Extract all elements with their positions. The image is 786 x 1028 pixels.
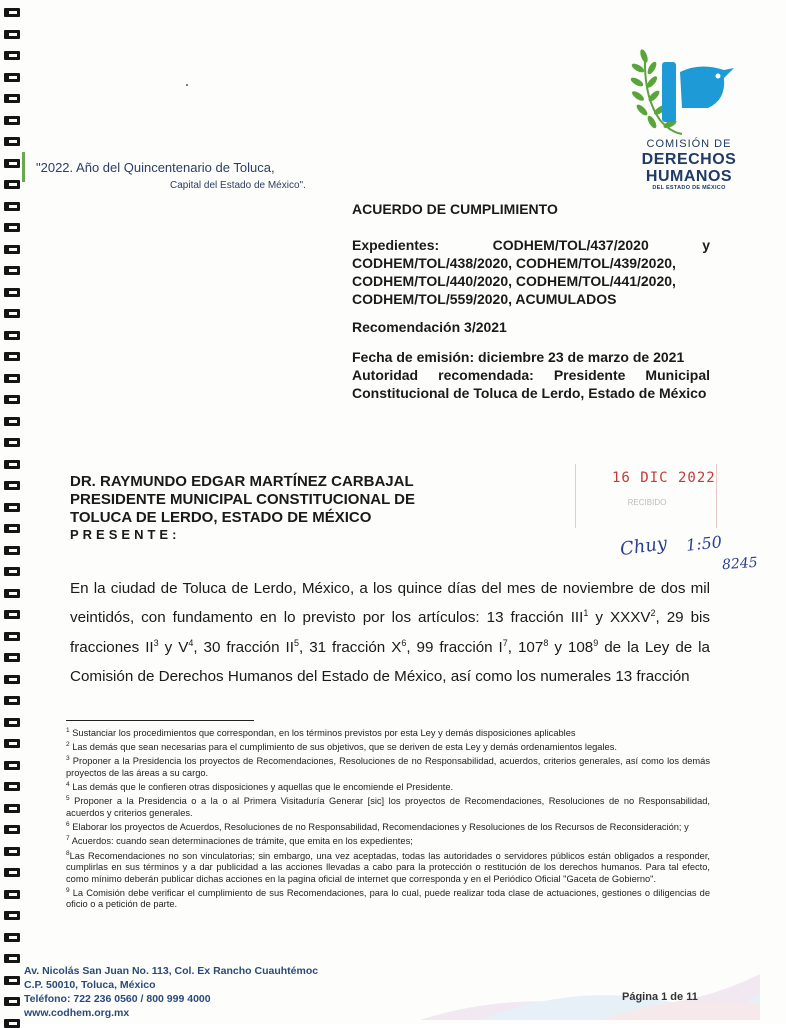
spiral-binding: [0, 0, 24, 1024]
presente-label: PRESENTE:: [70, 527, 181, 542]
spiral-ring: [4, 266, 20, 275]
footnote-text: Las demás que le confieren otras disposiciones y aquellas que le encomiende el Presidente.: [72, 782, 454, 793]
footnote: [66, 822, 710, 834]
footnote-text: Las Recomendaciones no son vinculatorias; sin embargo, una vez aceptadas, todas las autoridades o servidores públicos están obligados a responder, cumplirlas en sus términos y a dar publicidad a las acciones llevadas a cabo para la protección o restitución de los derechos humanos. Para tal efecto, como mínimo deberán publicar dichas acciones en la pagina oficial de internet que corresponda y en el Periódico Oficial "Gaceta de Gobierno".: [66, 850, 710, 884]
stamp-date: 16 DIC 2022: [612, 470, 716, 486]
spiral-ring: [4, 1019, 20, 1028]
spiral-ring: [4, 761, 20, 770]
fecha-emision: Fecha de emisión: diciembre 23 de marzo de 2021: [352, 349, 685, 365]
footnote-text: Elaborar los proyectos de Acuerdos, Resoluciones de no Responsabilidad, Recomendaciones y Resoluciones de los Recursos de Reconsideración; y: [72, 822, 689, 833]
logo-line-4: DEL ESTADO DE MÉXICO: [652, 185, 726, 191]
footnote-number: 7: [66, 835, 70, 843]
handwritten-number: 8245: [721, 554, 759, 574]
speck: [186, 84, 188, 86]
addressee-title: PRESIDENTE MUNICIPAL CONSTITUCIONAL DE: [70, 491, 416, 508]
body-text-10: de la Ley de la Comisión de Derechos Humanos del Estado de México, así como los numerales 13 fracción: [70, 638, 710, 686]
spiral-ring: [4, 911, 20, 920]
footnote-ref-2: 2: [650, 608, 656, 619]
spiral-ring: [4, 890, 20, 899]
spiral-ring: [4, 202, 20, 211]
body-text-9: y 108: [548, 638, 594, 656]
footnotes: [66, 728, 710, 914]
footnote: [66, 836, 710, 848]
spiral-ring: [4, 675, 20, 684]
body-text-7: , 99 fracción I: [406, 638, 503, 656]
spiral-ring: [4, 524, 20, 533]
spiral-ring: [4, 567, 20, 576]
footer-phone: Teléfono: 722 236 0560 / 800 999 4000: [24, 993, 211, 1005]
spiral-ring: [4, 546, 20, 555]
footnote-ref-3: 3: [153, 637, 159, 648]
page-number: Página 1 de 11: [622, 991, 698, 1003]
footnote-ref-8: 8: [543, 637, 549, 648]
footnote-number: 8: [66, 849, 70, 857]
addressee-location: TOLUCA DE LERDO, ESTADO DE MÉXICO: [70, 509, 372, 526]
autoridad-recomendada: Autoridad recomendada: Presidente Municipal Constitucional de Toluca de Lerdo, Estado de México: [352, 367, 710, 401]
spiral-ring: [4, 309, 20, 318]
spiral-ring: [4, 632, 20, 641]
spiral-ring: [4, 868, 20, 877]
body-text-5: , 30 fracción II: [193, 638, 294, 656]
body-text-4: y V: [158, 638, 189, 656]
spiral-ring: [4, 804, 20, 813]
spiral-ring: [4, 696, 20, 705]
footnote-text: Las demás que sean necesarias para el cumplimiento de sus objetivos, que se deriven de esta Ley y demás ordenamientos legales.: [72, 742, 617, 753]
body-text-3: , 29 bis fracciones II: [70, 609, 710, 656]
spiral-ring: [4, 331, 20, 340]
spiral-ring: [4, 137, 20, 146]
handwritten-time: 1:50: [685, 532, 723, 555]
footnote-ref-5: 5: [293, 637, 299, 648]
footnote-number: 6: [66, 821, 70, 829]
spiral-ring: [4, 718, 20, 727]
footnote-number: 2: [66, 741, 70, 749]
expedientes-line-1: Expedientes: CODHEM/TOL/437/2020 y: [352, 237, 710, 253]
footnote-text: La Comisión debe verificar el cumplimiento de sus Recomendaciones, para lo cual, puede realizar toda clase de actuaciones, gestiones o diligencias de oficio o a petición de parte.: [66, 887, 710, 910]
expedientes-line-3: CODHEM/TOL/440/2020, CODHEM/TOL/441/2020,: [352, 273, 676, 289]
spiral-ring: [4, 374, 20, 383]
body-text-2: y XXXV: [588, 609, 651, 627]
footnote: [66, 756, 710, 779]
spiral-ring: [4, 180, 20, 189]
footnote-ref-9: 9: [593, 637, 599, 648]
footer-decoration: [420, 964, 760, 1020]
spiral-ring: [4, 116, 20, 125]
footnote-text: Sustanciar los procedimientos que correspondan, en los términos previstos por esta Ley y demás disposiciones aplicables: [72, 728, 576, 738]
footnote-ref-1: 1: [583, 608, 589, 619]
spiral-ring: [4, 954, 20, 963]
spiral-ring: [4, 223, 20, 232]
spiral-ring: [4, 997, 20, 1006]
stamp-received-text: RECIBIDO: [627, 498, 667, 507]
spiral-ring: [4, 610, 20, 619]
footnote: [66, 742, 710, 754]
body-paragraph: [70, 574, 710, 692]
spiral-ring: [4, 417, 20, 426]
spiral-ring: [4, 352, 20, 361]
footnote: [66, 851, 710, 886]
footnote-number: 5: [66, 795, 70, 803]
spiral-ring: [4, 73, 20, 82]
motto-accent-bar: [22, 152, 25, 182]
spiral-ring: [4, 589, 20, 598]
spiral-ring: [4, 288, 20, 297]
spiral-ring: [4, 460, 20, 469]
document-title: ACUERDO DE CUMPLIMIENTO: [352, 201, 558, 217]
addressee-block: [70, 473, 415, 527]
footer-address-2: C.P. 50010, Toluca, México: [24, 979, 156, 991]
body-text-1: En la ciudad de Toluca de Lerdo, México, a los quince días del mes de noviembre de dos mil veintidós, con fundamento en lo previsto por los artículos: 13 fracción III: [70, 580, 710, 627]
footnote-text: Proponer a la Presidencia los proyectos de Recomendaciones, Resoluciones de no Responsabilidad, acuerdos, criterios generales, así como los demás proyectos de las áreas a su cargo.: [66, 756, 710, 778]
logo-text: [634, 138, 744, 191]
spiral-ring: [4, 825, 20, 834]
footnote-text: Proponer a la Presidencia o a la o al Primera Visitaduría Generar [sic] los proyectos de Recomendaciones, Resoluciones de no Responsabilidad, acuerdos y criterios generales.: [66, 796, 710, 818]
header-motto: "2022. Año del Quincentenario de Toluca,: [36, 160, 275, 175]
spiral-ring: [4, 739, 20, 748]
logo-line-2: DERECHOS: [641, 151, 737, 168]
footer-website[interactable]: www.codhem.org.mx: [24, 1007, 130, 1019]
spiral-ring: [4, 481, 20, 490]
spiral-ring: [4, 933, 20, 942]
expedientes-line-4: CODHEM/TOL/559/2020, ACUMULADOS: [352, 291, 617, 307]
footnote-text: Acuerdos: cuando sean determinaciones de trámite, que emita en los expedientes;: [71, 836, 413, 847]
footnote-divider: [66, 720, 254, 721]
spiral-ring: [4, 847, 20, 856]
handwritten-initials: Chuy: [618, 532, 669, 561]
header-motto-sub: Capital del Estado de México".: [170, 180, 306, 191]
footer-contact: [24, 964, 318, 1020]
footnote-ref-7: 7: [502, 637, 508, 648]
footnote-ref-6: 6: [401, 637, 407, 648]
footnote-number: 1: [66, 726, 70, 734]
footnote-number: 4: [66, 781, 70, 789]
footnote: [66, 888, 710, 911]
body-text-8: , 107: [507, 638, 544, 656]
spiral-ring: [4, 8, 20, 17]
footer-address-1: Av. Nicolás San Juan No. 113, Col. Ex Rancho Cuauhtémoc: [24, 965, 319, 977]
footnote: [66, 728, 710, 740]
footnote: [66, 782, 710, 794]
addressee-name: DR. RAYMUNDO EDGAR MARTÍNEZ CARBAJAL: [70, 473, 414, 490]
logo-line-1: COMISIÓN DE: [646, 138, 732, 150]
recomendacion-number: Recomendación 3/2021: [352, 319, 507, 335]
spiral-ring: [4, 503, 20, 512]
footnote-number: 9: [66, 886, 70, 894]
spiral-ring: [4, 245, 20, 254]
spiral-ring: [4, 94, 20, 103]
spiral-ring: [4, 51, 20, 60]
expedientes-line-2: CODHEM/TOL/438/2020, CODHEM/TOL/439/2020,: [352, 255, 676, 271]
footnote-ref-4: 4: [188, 637, 194, 648]
spiral-ring: [4, 159, 20, 168]
spiral-ring: [4, 395, 20, 404]
spiral-ring: [4, 976, 20, 985]
spiral-ring: [4, 782, 20, 791]
spiral-ring: [4, 438, 20, 447]
logo-line-3: HUMANOS: [645, 168, 733, 185]
footnote: [66, 796, 710, 819]
body-text-6: , 31 fracción X: [299, 638, 402, 656]
footnote-number: 3: [66, 755, 70, 763]
spiral-ring: [4, 653, 20, 662]
spiral-ring: [4, 30, 20, 39]
